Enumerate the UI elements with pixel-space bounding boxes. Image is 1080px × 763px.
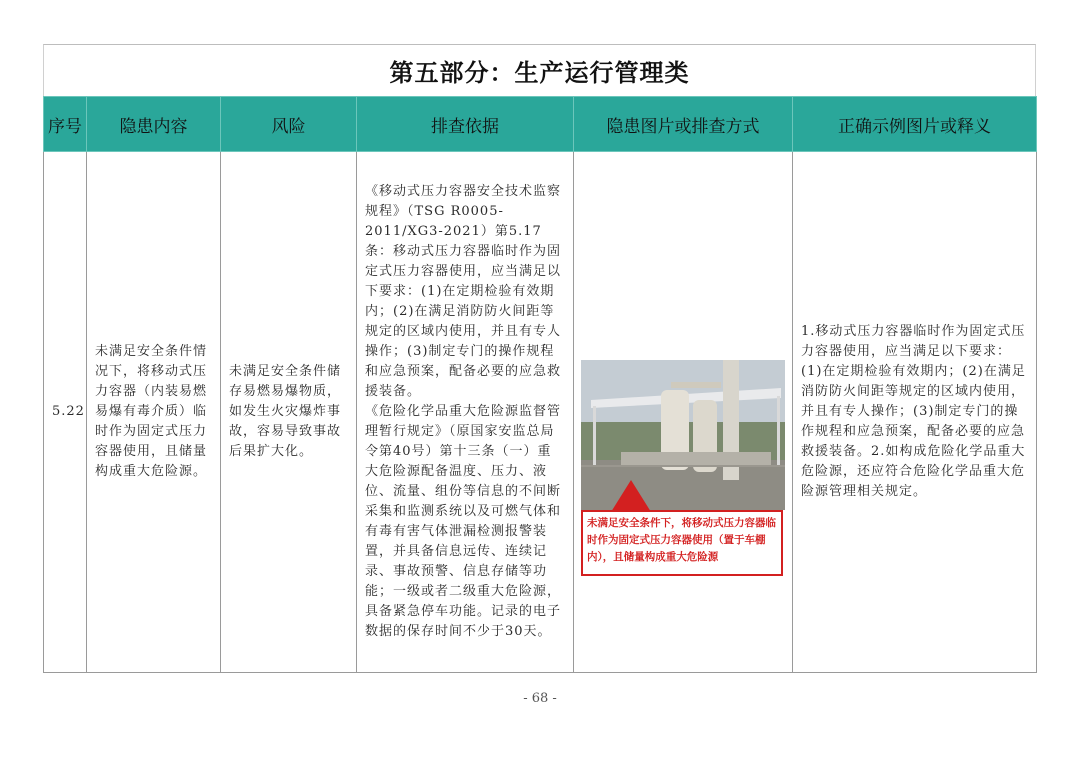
header-index: 序号 — [44, 97, 87, 152]
section-title: 第五部分：生产运行管理类 — [389, 59, 690, 87]
hazard-photo-block — [581, 360, 785, 578]
basis-paragraph-2: 《危险化学品重大危险源监督管理暂行规定》（原国家安监总局令第40号）第十三条（一）重大危险源配备温度、压力、液位、流量、组份等信息的不间断采集和监测系统以及可燃气体和有毒有害气体泄漏检测报警装置，并具备信息远传、连续记录、事故预警、信息存储等功能；一级或者二级重大危险源，具备紧急停车功能。记录的电子数据的保存时间不少于30天。 — [365, 404, 562, 639]
header-correct-example: 正确示例图片或释义 — [793, 97, 1037, 152]
photo-caption: 未满足安全条件下，将移动式压力容器临时作为固定式压力容器使用（置于车棚内），且储量构成重大危险源 — [581, 510, 783, 576]
table-header-row — [44, 97, 1037, 152]
row-correct-example: 1.移动式压力容器临时作为固定式压力容器使用，应当满足以下要求：(1)在定期检验有效期内；(2)在满足消防防火间距等规定的区域内使用，并且有专人操作；(3)制定专门的操作规程和应急预案，配备必要的应急救援装备。2.如构成危险化学品重大危险源，还应符合危险化学品重大危险源管理相关规定。 — [793, 152, 1037, 673]
callout-arrow — [611, 480, 651, 512]
row-basis — [357, 152, 574, 673]
row-photo-cell — [574, 152, 793, 673]
header-photo: 隐患图片或排查方式 — [574, 97, 793, 152]
header-basis: 排查依据 — [357, 97, 574, 152]
hazard-table — [43, 96, 1037, 673]
header-risk: 风险 — [221, 97, 357, 152]
table-row — [44, 152, 1037, 673]
row-index: 5.22 — [44, 152, 87, 673]
section-title-bar — [43, 44, 1036, 96]
row-hazard: 未满足安全条件情况下，将移动式压力容器（内装易燃易爆有毒介质）临时作为固定式压力容器使用，且储量构成重大危险源。 — [87, 152, 221, 673]
page-number: - 68 - — [523, 691, 557, 706]
basis-paragraph-1: 《移动式压力容器安全技术监察规程》（TSG R0005-2011/XG3-2021）第5.17条：移动式压力容器临时作为固定式压力容器使用，应当满足以下要求：(1)在定期检验有效期内；(2)在满足消防防火间距等规定的区域内使用，并且有专人操作；(3)制定专门的操作规程和应急预案，配备必要的应急救援装备。 — [365, 184, 562, 399]
row-risk: 未满足安全条件储存易燃易爆物质，如发生火灾爆炸事故，容易导致事故后果扩大化。 — [221, 152, 357, 673]
header-hazard: 隐患内容 — [87, 97, 221, 152]
